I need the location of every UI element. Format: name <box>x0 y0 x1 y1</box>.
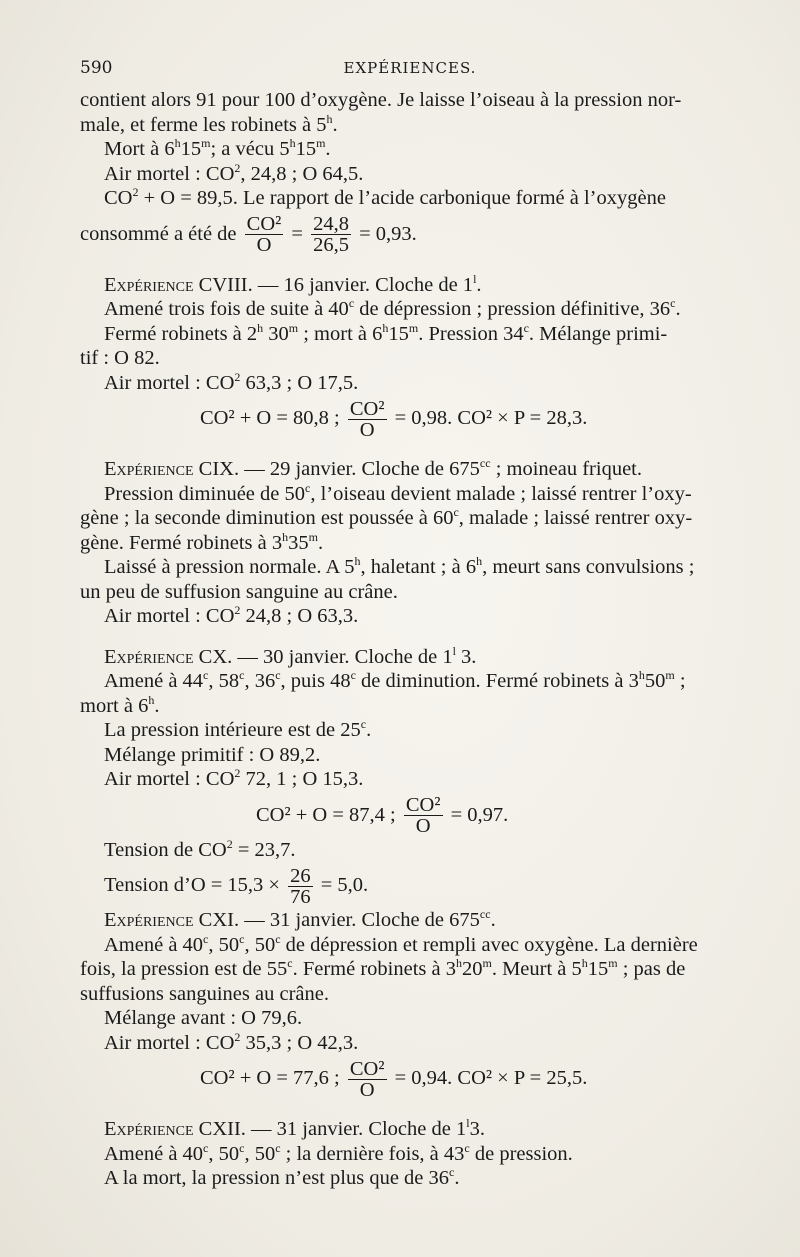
paragraph-line: Air mortel : $CO^2$ 35,3 ; O 42,3. <box>104 1029 359 1054</box>
experience-heading: Expérience CXI. — 31 janvier. Cloche de $675^{cc}$. <box>104 907 496 931</box>
page-header <box>80 58 740 82</box>
paragraph-line: Mélange primitif : O 89,2. <box>104 743 321 766</box>
page-number: 590 <box>80 58 113 78</box>
paragraph-line: Air mortel : $CO^2$ 63,3 ; O 17,5. <box>104 369 359 394</box>
fraction: $\frac{24,8}{26,5}$ <box>313 213 349 257</box>
paragraph-line: Air mortel : $CO^2$, 24,8 ; O 64,5. <box>104 160 364 185</box>
paragraph-line: gène ; la seconde diminution est poussée à 60$^c$, malade ; laissé rentrer oxy- <box>80 505 693 529</box>
paragraph-line: A la mort, la pression n’est plus que de 36$^c$. <box>104 1165 460 1189</box>
fraction: $\frac{\text{CO²}}{O}$ <box>405 794 441 838</box>
experience-heading: Expérience CVIII. — 16 janvier. Cloche de 1$^l$. <box>104 271 482 296</box>
paragraph-line: un peu de suffusion sanguine au crâne. <box>80 580 398 603</box>
paragraph-line: suffusions sanguines au crâne. <box>80 982 329 1005</box>
paragraph-line: Amené à 40$^c$, 50$^c$, 50$^c$ ; la dernière fois, à 43$^c$ de pression. <box>104 1140 573 1165</box>
paragraph-line: Amené à 40$^c$, 50$^c$, 50$^c$ de dépression et rempli avec oxygène. La dernière <box>104 931 698 956</box>
paragraph-line: $CO^2 + O = 89,5$. Le rapport de l’acide carbonique formé à l’oxygène <box>104 185 666 209</box>
paragraph-line: tif : O 82. <box>80 347 160 369</box>
paragraph-line: La pression intérieure est de 25$^c$. <box>104 717 372 741</box>
formula-line: CO² + O = 87,4 ; $\frac{\text{CO²}}{O}$ = 0,97. <box>256 794 509 838</box>
body-text <box>80 88 742 1191</box>
experience-heading: Expérience CXII. — 31 janvier. Cloche de 1$^l$3. <box>104 1116 485 1140</box>
paragraph-line: Mélange avant : O 79,6. <box>104 1007 303 1029</box>
paragraph-line: Laissé à pression normale. A 5$^h$, haletant ; à 6$^h$, meurt sans convulsions ; <box>104 554 695 578</box>
experience-heading: Expérience CIX. — 29 janvier. Cloche de $675^{cc}$ ; moineau friquet. <box>104 456 642 480</box>
paragraph-line: Fermé robinets à 2$^h$ 30$^m$ ; mort à 6$^h$15$^m$. Pression 34$^c$. Mélange primi- <box>104 320 668 345</box>
paragraph-line: Air mortel : $CO^2$ 24,8 ; O 63,3. <box>104 603 359 627</box>
formula-line: Tension d’O = 15,3 × $\frac{26}{76}$ = 5,0. <box>104 864 369 908</box>
paragraph-line: Amené à 44$^c$, 58$^c$, 36$^c$, puis 48$^c$ de diminution. Fermé robinets à 3$^h$50$^m$ ; <box>104 668 686 692</box>
fraction: $\frac{\text{CO²}}{O}$ <box>349 1057 385 1101</box>
ratio-line: consommé a été de $\frac{\text{CO²}}{O}$ = $\frac{24,8}{26,5}$ = 0,93. <box>80 213 417 257</box>
paragraph-line: Mort à 6$^h$15$^m$; a vécu 5$^h$15$^m$. <box>104 136 331 160</box>
paragraph-line: Pression diminuée de 50$^c$, l’oiseau devient malade ; laissé rentrer l’oxy- <box>104 480 692 505</box>
experience-heading: Expérience CX. — 30 janvier. Cloche de 1$^l$ 3. <box>104 643 477 668</box>
fraction: $\frac{\text{CO²}}{O}$ <box>349 397 385 441</box>
paragraph-line: Amené trois fois de suite à 40$^c$ de dépression ; pression définitive, 36$^c$. <box>104 296 681 320</box>
paragraph-line: fois, la pression est de 55$^c$. Fermé robinets à 3$^h$20$^m$. Meurt à 5$^h$15$^m$ ; pas de <box>80 956 686 980</box>
formula-line: CO² + O = 77,6 ; $\frac{\text{CO²}}{O}$ = 0,94. CO² × P = 25,5. <box>200 1057 588 1101</box>
paragraph-line: contient alors 91 pour 100 d’oxygène. Je laisse l’oiseau à la pression nor- <box>80 89 682 111</box>
running-title: EXPÉRIENCES. <box>343 59 477 77</box>
paragraph-line: Tension de $CO^2 = 23,7$. <box>104 836 296 861</box>
paragraph-line: gène. Fermé robinets à 3$^h$35$^m$. <box>80 529 324 554</box>
paragraph-line: mort à 6$^h$. <box>80 692 160 717</box>
paragraph-line: Air mortel : $CO^2$ 72, 1 ; O 15,3. <box>104 766 364 790</box>
formula-line: CO² + O = 80,8 ; $\frac{\text{CO²}}{O}$ = 0,98. CO² × P = 28,3. <box>200 397 588 441</box>
fraction: $\frac{\text{CO²}}{O}$ <box>246 213 282 257</box>
paragraph-line: male, et ferme les robinets à 5$^h$. <box>80 111 338 136</box>
fraction: $\frac{26}{76}$ <box>290 864 311 908</box>
